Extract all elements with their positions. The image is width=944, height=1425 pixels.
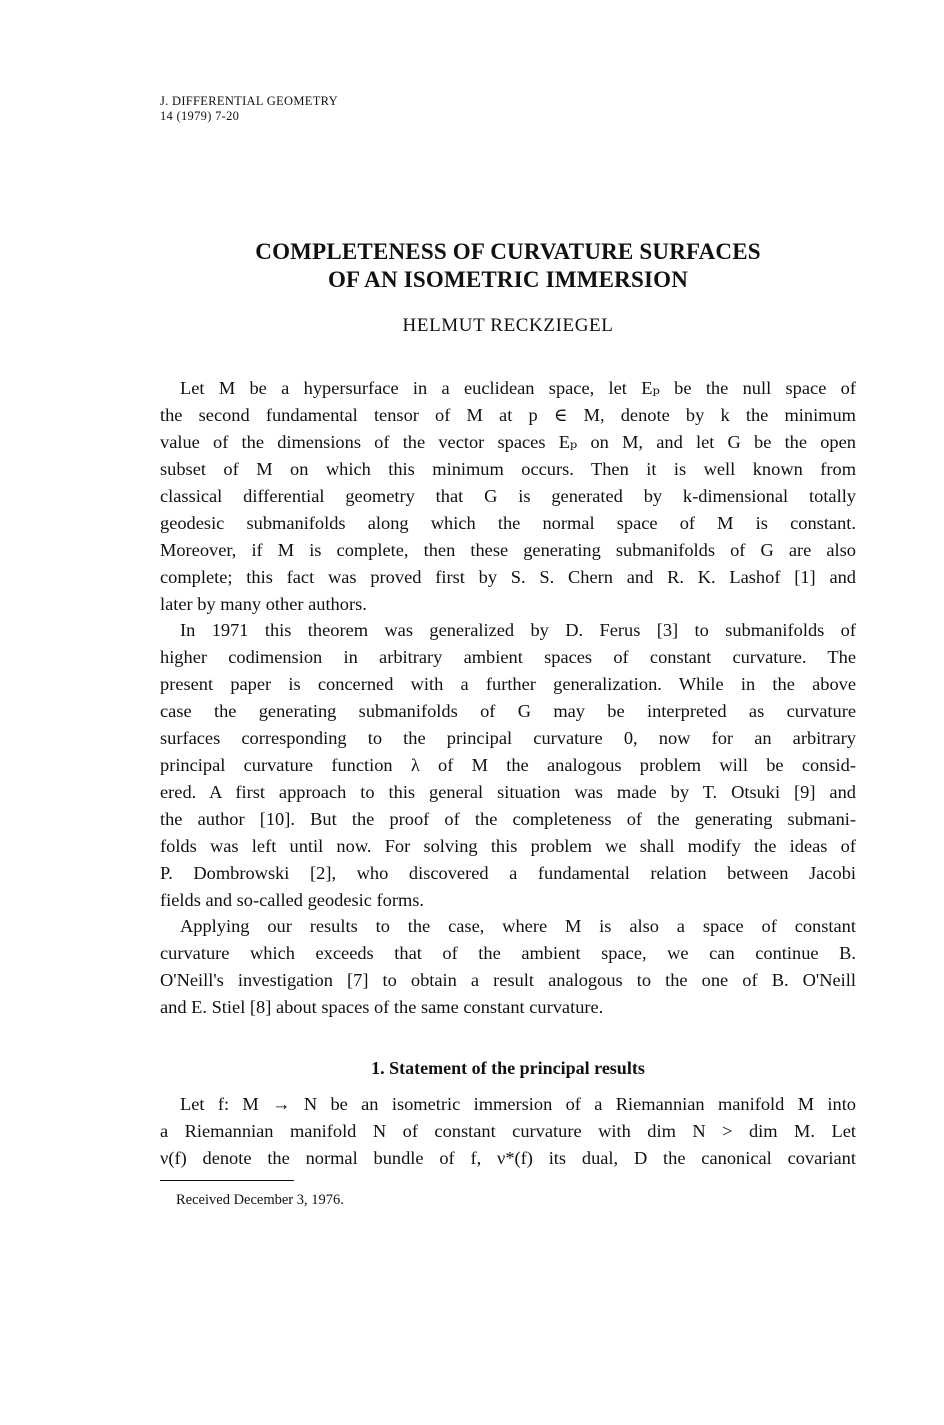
paragraph-2 <box>160 617 856 914</box>
text-line: higher codimension in arbitrary ambient spaces of constant curvature. The <box>160 647 856 667</box>
author-name: HELMUT RECKZIEGEL <box>402 315 614 336</box>
text-line: complete; this fact was proved first by S. S. Chern and R. K. Lashof [1] and <box>160 567 856 587</box>
paragraph-3 <box>160 913 856 1021</box>
text-line: value of the dimensions of the vector spaces Eₚ on M, and let G be the open <box>160 432 856 452</box>
text-line: subset of M on which this minimum occurs. Then it is well known from <box>160 459 856 479</box>
text-line: Applying our results to the case, where M is also a space of constant <box>180 916 856 936</box>
text-line: Let M be a hypersurface in a euclidean space, let Eₚ be the null space of <box>180 378 856 398</box>
text-line: Let f: M → N be an isometric immersion of a Riemannian manifold M into <box>180 1094 856 1114</box>
text-line: fields and so-called geodesic forms. <box>160 890 425 910</box>
paper-title <box>160 238 856 294</box>
paragraph-1 <box>160 375 856 618</box>
text-line: folds was left until now. For solving this problem we shall modify the ideas of <box>160 836 856 856</box>
text-line: present paper is concerned with a further generalization. While in the above <box>160 674 856 694</box>
text-line: a Riemannian manifold N of constant curvature with dim N > dim M. Let <box>160 1121 856 1141</box>
text-line: geodesic submanifolds along which the normal space of M is constant. <box>160 513 856 533</box>
paragraph-4 <box>160 1091 856 1172</box>
text-line: In 1971 this theorem was generalized by D. Ferus [3] to submanifolds of <box>180 620 856 640</box>
text-line: case the generating submanifolds of G may be interpreted as curvature <box>160 701 856 721</box>
title-line-2: OF AN ISOMETRIC IMMERSION <box>327 267 689 292</box>
section-heading: 1. Statement of the principal results <box>371 1058 645 1078</box>
text-line: P. Dombrowski [2], who discovered a fundamental relation between Jacobi <box>160 863 856 883</box>
text-line: ν(f) denote the normal bundle of f, ν*(f) its dual, D the canonical covariant <box>160 1148 856 1168</box>
journal-header <box>160 94 338 124</box>
text-line: principal curvature function λ of M the analogous problem will be consid- <box>160 755 856 775</box>
text-line: ered. A first approach to this general situation was made by T. Otsuki [9] and <box>160 782 856 802</box>
journal-citation: 14 (1979) 7-20 <box>160 109 240 123</box>
title-line-1: COMPLETENESS OF CURVATURE SURFACES <box>255 239 761 264</box>
footnote: Received December 3, 1976. <box>176 1192 344 1208</box>
text-line: Moreover, if M is complete, then these generating submanifolds of G are also <box>160 540 856 560</box>
text-line: O'Neill's investigation [7] to obtain a result analogous to the one of B. O'Neill <box>160 970 856 990</box>
text-line: the author [10]. But the proof of the completeness of the generating submani- <box>160 809 856 829</box>
text-line: later by many other authors. <box>160 594 367 614</box>
footnote-rule <box>160 1180 294 1181</box>
text-line: the second fundamental tensor of M at p ∈ M, denote by k the minimum <box>160 405 856 425</box>
text-line: classical differential geometry that G is generated by k-dimensional totally <box>160 486 856 506</box>
text-line: surfaces corresponding to the principal curvature 0, now for an arbitrary <box>160 728 856 748</box>
journal-name: J. DIFFERENTIAL GEOMETRY <box>160 94 338 108</box>
text-line: and E. Stiel [8] about spaces of the same constant curvature. <box>160 997 604 1017</box>
text-line: curvature which exceeds that of the ambient space, we can continue B. <box>160 943 856 963</box>
